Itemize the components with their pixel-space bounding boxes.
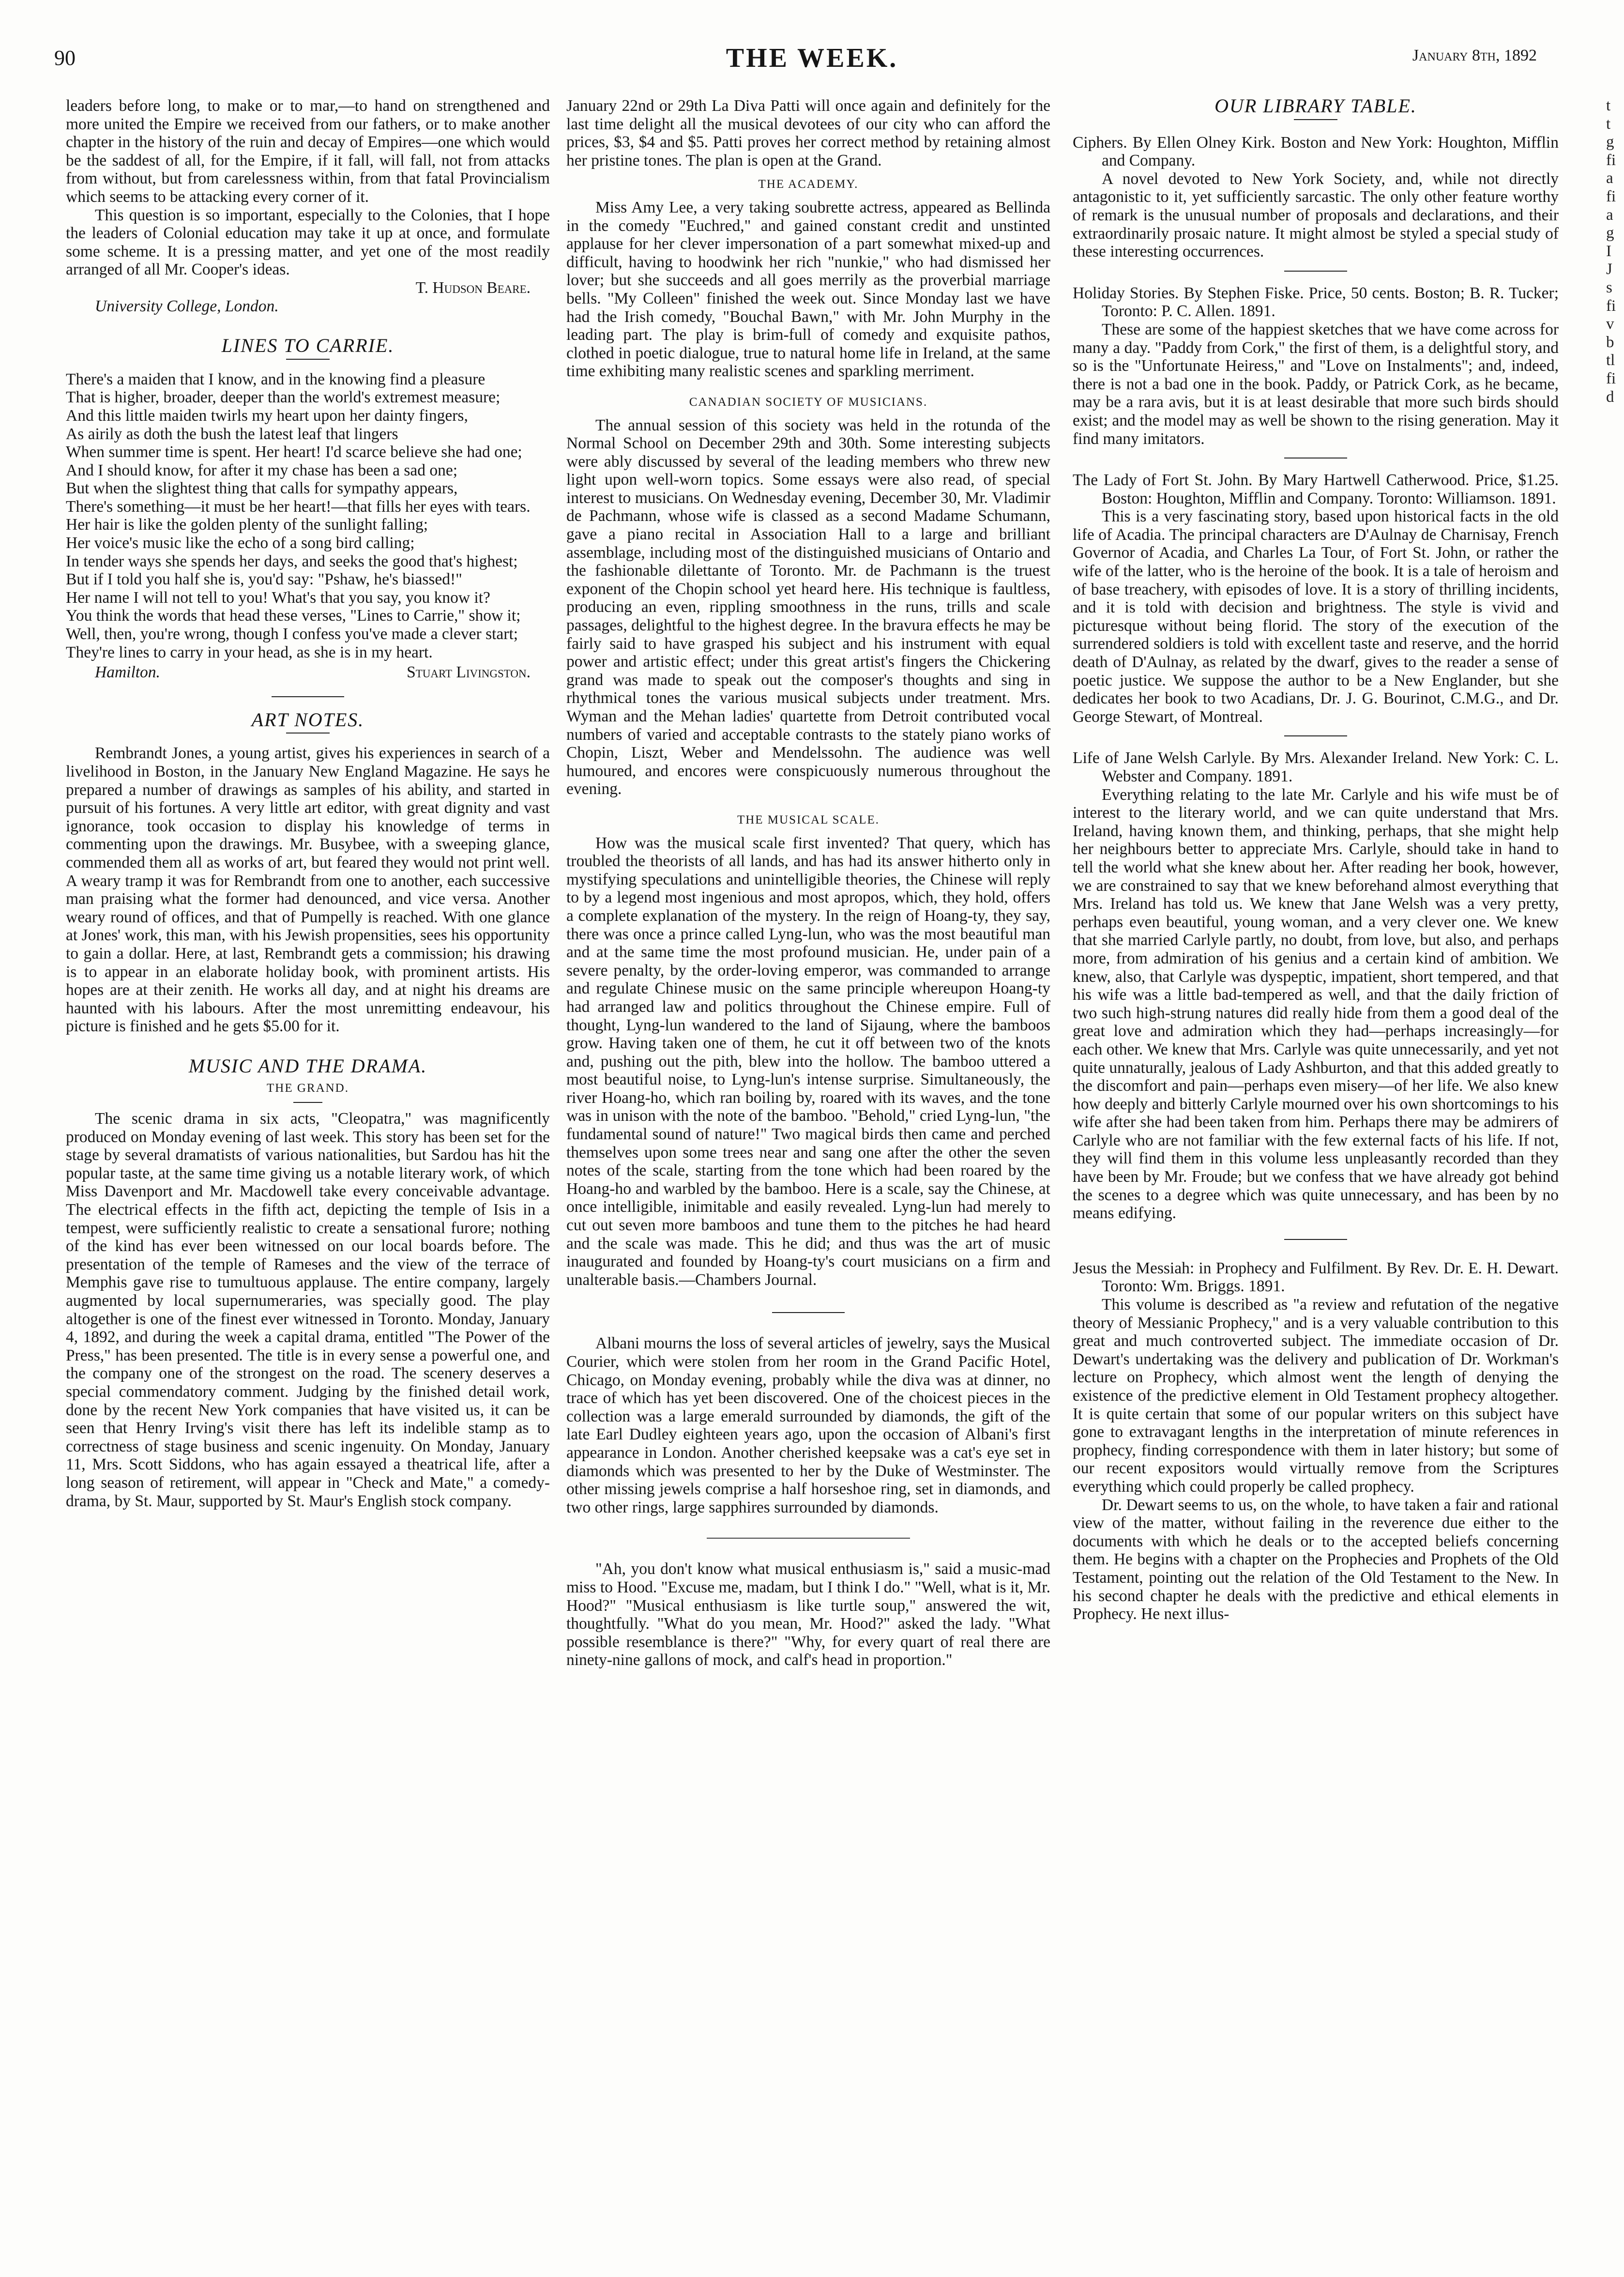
edge-fragment: fi <box>1606 151 1616 169</box>
grand-paragraph: The scenic drama in six acts, "Cleopatra," was magnificently produced on Monday evening of last week. This story has been set for the stage by several dramatists of various nationalities, but Sardou has hit the popular taste, at the same time giving us a notable literary work, of which Miss Davenport and Mr. Macdowell take every conceivable advantage. The electrical effects in the fifth act, depicting the temple of Isis in a tempest, were sufficiently realistic to create a sensational furore; nothing of the kind has ever been witnessed on our local boards before. The presentation of the temple of Rameses and the view of the terrace of Memphis gave rise to tumultuous applause. The entire company, largely augmented by local supernumeraries, was specially good. The play altogether is one of the finest ever witnessed in Toronto. Monday, January 4, 1892, and during the week a capital drama, entitled "The Power of the Press," has been presented. The title is in every sense a powerful one, and the company one of the strongest on the road. The scenery deserves a special commendatory comment. Judging by the finished detail work, done by the recent New York companies that have visited us, it can be seen that Henry Irving's visit there has left its indelible stamp as to correctness of stage business and scenic ingenuity. On Monday, January 11, Mrs. Scott Siddons, who has again essayed a theatrical life, after a long season of retirement, will appear in "Check and Mate," a comedy-drama, by St. Maur, supported by St. Maur's English stock company. <box>66 1110 550 1510</box>
society-paragraph: The annual session of this society was held in the rotunda of the Normal School on December 29th and 30th. Some interesting subjects were ably discussed by several of the leading members who threw new light upon well-worn topics. Some essays were also read, of special interest to musicians. On Wednesday evening, December 30, Mr. Vladimir de Pachmann, whose wife is classed as a second Madame Schumann, gave a piano recital in Association Hall to a large and brilliant assemblage, including most of the distinguished musicians of Ontario and the fashionable dilettante of Toronto. Mr. de Pachmann is the truest exponent of the Chopin school yet heard here. His technique is faultless, producing an even, rippling smoothness in the runs, trills and scale passages, delightful to the highest degree. In the bravura effects he may be fairly said to have grasped his subject and his instrument with equal power and artistic effect; under this great artist's fingers the Chickering grand was made to speak out the composer's thoughts and sing in rhythmical tones the various musical subjects under treatment. Mrs. Wyman and the Mehan ladies' quartette from Detroit contributed vocal numbers of varied and acceptable contrasts to the stately piano works of Chopin, Liszt, Weber and Mendelssohn. The audience was well humoured, and encores were conspicuously numerous throughout the evening. <box>566 416 1050 798</box>
hood-paragraph: "Ah, you don't know what musical enthusiasm is," said a music-mad miss to Hood. "Excuse me, madam, but I think I do." "Well, what is it, Mr. Hood?" "Musical enthusiasm is like turtle soup," answered the wit, thoughtfully. "What do you mean, Mr. Hood?" asked the lady. "What possible resemblance is there?" "Why, for every quart of real there are ninety-nine gallons of mock, and calf's head in proportion." <box>566 1560 1050 1669</box>
poem-line: They're lines to carry in your head, as she is in my heart. <box>66 643 433 661</box>
poem-line: And this little maiden twirls my heart upon her dainty fingers, <box>66 406 468 425</box>
title-rule <box>293 1102 322 1103</box>
adjacent-page-edge <box>1606 97 1624 406</box>
title-rule <box>286 359 330 360</box>
poem-line: Her hair is like the golden plenty of the sunlight falling; <box>66 516 428 534</box>
poem-author: Stuart Livingston. <box>407 663 531 682</box>
edge-fragment: g <box>1606 224 1614 242</box>
edge-fragment: I <box>1606 242 1611 260</box>
page-number: 90 <box>54 46 76 70</box>
poem-line: In tender ways she spends her days, and seeks the good that's highest; <box>66 552 518 570</box>
academy-paragraph: Miss Amy Lee, a very taking soubrette actress, appeared as Bellinda in the comedy "Euchred," and gained constant credit and unstinted applause for her clever impersonation of a part somewhat mixed-up and difficult, having to hoodwink her rich "nunkie," who had dismissed her lover; but she succeeds and all goes merrily as the proverbial marriage bells. "My Colleen" finished the week out. Since Monday last we have had the Irish comedy, "Bouchal Bawn," with Mr. John Murphy in the leading part. The play is brim-full of comedy and exquisite pathos, clothed in poetic dialogue, true to natural home life in Ireland, at the same time exhibiting many realistic scenes and sparkling merriment. <box>566 198 1050 381</box>
poem-line: Well, then, you're wrong, though I confess you've made a clever start; <box>66 625 518 643</box>
poem-line: Her voice's music like the echo of a song bird calling; <box>66 534 415 552</box>
right-column <box>1073 97 1559 1623</box>
edge-fragment: v <box>1606 315 1614 333</box>
section-divider <box>1284 1239 1347 1240</box>
art-notes-title: ART NOTES. <box>251 708 364 731</box>
book-heading: The Lady of Fort St. John. By Mary Hartwell Catherwood. Price, $1.25. Boston: Houghton, Mifflin and Company. Toronto: Williamson. 1891. <box>1073 471 1559 507</box>
music-drama-title: MUSIC AND THE DRAMA. <box>188 1054 427 1077</box>
edge-fragment: a <box>1606 169 1613 187</box>
book-review: Everything relating to the late Mr. Carlyle and his wife must be of interest to the literary world, and we can quite understand that Mrs. Ireland, having known them, and thinking, perhaps, that she might help her neighbours better to appreciate Mrs. Carlyle, should take in hand to tell the world what she knew about her. After reading her book, however, we are constrained to say that we knew beforehand almost everything that Mrs. Ireland has told us. We knew that Jane Welsh was a very pretty, perhaps even beautiful, young woman, and a very clever one. We knew that she married Carlyle partly, no doubt, from love, but also, and perhaps more, from admiration of his genius and a certain kind of ambition. We knew, also, that Carlyle was dyspeptic, impatient, short tempered, and that his wife was a little bad-tempered as well, and that the daily friction of two such high-strung natures did really hide from them a good deal of the great love and admiration which they had—perhaps increasingly—for each other. We knew that Mrs. Carlyle was quite unnecessarily, and yet not quite unnaturally, jealous of Lady Ashburton, and that this added greatly to the discomfort and pain—perhaps even misery—of her life. We also knew how deeply and bitterly Carlyle mourned over his own shortcomings to his wife after she had been taken from him. Perhaps there may be admirers of Carlyle who are not familiar with the few external facts of his life. If not, they will find them in this volume less unpleasantly recorded than they have been by Mr. Froude; but we confess that we have already got behind the scenes to a degree which was quite unnecessary, and has been by no means edifying. <box>1073 785 1559 1223</box>
edge-fragment: g <box>1606 133 1614 151</box>
poem-line: When summer time is spent. Her heart! I'd scarce believe she had one; <box>66 443 522 461</box>
letter-place: University College, London. <box>95 297 279 315</box>
poem-line: But if I told you half she is, you'd say: "Pshaw, he's biassed!" <box>66 570 462 589</box>
book-review: This is a very fascinating story, based upon historical facts in the old life of Acadia. The principal characters are D'Aulnay de Charnisay, French Governor of Acadia, and Charles La Tour, of Fort St. John, or rather the wife of the latter, who is the heroine of the book. It is a tale of heroism and of base treachery, with episodes of love. It is a story of thrilling incidents, and it is told with decision and brightness. The style is vivid and picturesque without being florid. The story of the execution of the surrendered soldiers is told with excellent taste and reserve, and the horrid death of D'Aulnay, as related by the dwarf, gives to the reader a sense of poetic justice. We suppose the author to be a New Englander, but she dedicates her book to two Acadians, Dr. J. G. Bourinot, C.M.G., and Dr. George Stewart, of Montreal. <box>1073 507 1559 726</box>
poem-line: As airily as doth the bush the latest leaf that lingers <box>66 425 398 443</box>
edge-fragment: fi <box>1606 297 1616 315</box>
book-review: Dr. Dewart seems to us, on the whole, to have taken a fair and rational view of the matter, without failing in the reverence due either to the documents with which he deals or to the accepted beliefs concerning them. He begins with a chapter on the Prophecies and Prophets of the Old Testament, pointing out the relation of the Old Testament to the New. In his second chapter he deals with the predictive and ethical elements in Prophecy. He next illus- <box>1073 1496 1559 1623</box>
book-heading: Holiday Stories. By Stephen Fiske. Price, 50 cents. Boston; B. R. Tucker; Toronto: P. C. Allen. 1891. <box>1073 284 1559 321</box>
title-rule <box>286 733 330 734</box>
poem-signature <box>95 663 531 682</box>
grand-continued: January 22nd or 29th La Diva Patti will once again and definitely for the last time delight all the musical devotees of our city who can afford the prices, $3, $4 and $5. Patti proves her correct method by retaining almost her pristine tones. The plan is open at the Grand. <box>566 97 1050 169</box>
poem-title: LINES TO CARRIE. <box>221 335 395 357</box>
poem-line: You think the words that head these verses, "Lines to Carrie," show it; <box>66 607 521 625</box>
edge-fragment: tl <box>1606 351 1615 369</box>
book-heading: Jesus the Messiah: in Prophecy and Fulfilment. By Rev. Dr. E. H. Dewart. Toronto: Wm. Briggs. 1891. <box>1073 1259 1559 1296</box>
edge-fragment: t <box>1606 115 1611 133</box>
letter-paragraph: leaders before long, to make or to mar,—to hand on strengthened and more united the Empire we received from our fathers, or to make another chapter in the history of the ruin and decay of Empires—one which would be the saddest of all, for the Empire, if it fall, will fall, not from attacks from without, but from carelessness within, from that fatal Provincialism which seems to be attacking every corner of it. <box>66 97 550 206</box>
section-divider <box>772 1312 845 1313</box>
book-review: These are some of the happiest sketches that we have come across for many a day. "Paddy from Cork," the first of them, is a delightful story, and so is the "Unfortunate Heiress," and "Love on Instalments"; and, indeed, there is not a bad one in the book. Paddy, or Patrick Cork, as he became, may be a rara avis, but it is at least desirable that more such birds should exist; and the model may as well be shown to the rising generation. May it find many imitators. <box>1073 320 1559 448</box>
section-divider <box>272 696 344 697</box>
academy-subheading: THE ACADEMY. <box>758 178 859 191</box>
book-review: A novel devoted to New York Society, and, while not directly antagonistic to it, yet sufficiently sarcastic. The only other feature worthy of remark is the unusual number of proposals and declarations, and their extraordinarily prosaic nature. It might almost be styled a special study of these interesting occurrences. <box>1073 169 1559 261</box>
book-review: This volume is described as "a review and refutation of the negative theory of Messianic Prophecy," and is a very valuable contribution to this great and much controverted subject. The immediate occasion of Dr. Dewart's undertaking was the delivery and publication of Dr. Workman's lecture on Prophecy, which almost went the length of denying the existence of the predictive element in Old Testament prophecy altogether. It is quite certain that some of our popular writers on this subject have gone to extravagant lengths in the interpretation of minute references in prophecy, finding correspondence with them in later history; but some of our recent expositors would virtually remove from the Scriptures everything which could properly be called prophecy. <box>1073 1296 1559 1496</box>
grand-subheading: THE GRAND. <box>267 1081 349 1095</box>
edge-fragment: fi <box>1606 369 1616 387</box>
running-title: THE WEEK. <box>726 43 898 73</box>
scale-paragraph: How was the musical scale first invented? That query, which has troubled the theorists of all lands, and has had its answer hitherto only in mystifying speculations and unintelligible theories, the Chinese will reply to by a legend most ingenious and most apropos, which, they hold, offers a complete explanation of the mystery. In the reign of Hoang-ty, they say, there was once a prince called Lyng-lun, who was the most beautiful man and at the same time the most profound musician. He, under pain of a severe penalty, by the order-loving emperor, was commanded to arrange and regulate Chinese music on the same principle whereupon Hoang-ty had arranged law and politics throughout the Chinese empire. Full of thought, Lyng-lun wandered to the land of Sijaung, where the bamboos grow. Having taken one of them, he cut it off between two of the knots and, pushing out the pith, blew into the hollow. The bamboo uttered a most beautiful noise, to Lyng-lun's intense surprise. Simultaneously, the river Hoang-ho, which ran boiling by, roared with its waves, and the tone was in unison with the note of the bamboo. "Behold," cried Lyng-lun, "the fundamental sound of nature!" Two magical birds then came and perched themselves upon some trees near and sang one after the other the seven notes of the scale, starting from the tone which had been roared by the Hoang-ho and warbled by the bamboo. Here is a scale, say the Chinese, at once intelligible, inimitable and easily revealed. Lyng-lun had merely to cut out seven more bamboos and tune them to the pitches he had heard and the scale was made. This he did; and thus was the art of music inaugurated and founded by Hoang-ty's court musicians on a firm and unalterable basis.—Chambers Journal. <box>566 834 1050 1289</box>
poem-place: Hamilton. <box>95 663 160 682</box>
poem-line: There's something—it must be her heart!—that fills her eyes with tears. <box>66 497 531 516</box>
section-divider <box>1284 271 1347 272</box>
dotted-divider <box>707 1538 910 1539</box>
poem-line: And I should know, for after it my chase has been a sad one; <box>66 461 458 479</box>
edge-fragment: t <box>1606 97 1611 114</box>
section-divider <box>1284 735 1347 736</box>
page-header <box>0 43 1624 81</box>
letter-paragraph: This question is so important, especially to the Colonies, that I hope the leaders of Colonial education may take it up at once, and formulate some scheme. It is a pressing matter, and yet one of the most readily arranged of all Mr. Cooper's ideas. <box>66 206 550 279</box>
book-heading: Ciphers. By Ellen Olney Kirk. Boston and New York: Houghton, Mifflin and Company. <box>1073 133 1559 170</box>
edge-fragment: J <box>1606 260 1612 278</box>
book-heading: Life of Jane Welsh Carlyle. By Mrs. Alexander Ireland. New York: C. L. Webster and Company. 1891. <box>1073 749 1559 785</box>
middle-column <box>566 97 1050 1669</box>
edge-fragment: b <box>1606 333 1614 351</box>
issue-date: January 8th, 1892 <box>1412 46 1537 64</box>
edge-fragment: d <box>1606 388 1614 406</box>
poem-line: There's a maiden that I know, and in the knowing find a pleasure <box>66 370 486 388</box>
society-subheading: CANADIAN SOCIETY OF MUSICIANS. <box>689 395 928 409</box>
left-column <box>66 97 550 1510</box>
library-title: OUR LIBRARY TABLE. <box>1214 95 1417 117</box>
scale-subheading: THE MUSICAL SCALE. <box>737 813 880 826</box>
poem-line: But when the slightest thing that calls for sympathy appears, <box>66 479 458 498</box>
poem-line: That is higher, broader, deeper than the world's extremest measure; <box>66 388 501 407</box>
edge-fragment: fi <box>1606 187 1616 205</box>
title-rule <box>1294 119 1337 120</box>
poem-line: Her name I will not tell to you! What's that you say, you know it? <box>66 588 490 607</box>
poem <box>66 370 550 662</box>
albani-paragraph: Albani mourns the loss of several articles of jewelry, says the Musical Courier, which were stolen from her room in the Grand Pacific Hotel, Chicago, on Monday evening, probably while the diva was at dinner, no trace of which has yet been discovered. One of the choicest pieces in the collection was a large emerald surrounded by diamonds, the gift of the late Earl Dudley eighteen years ago, upon the occasion of Albani's first appearance in London. Another cherished keepsake was a cat's eye set in diamonds which was presented to her by the Duke of Westminster. The other missing jewels comprise a half horseshoe ring, set in diamonds, and two other rings, large sapphires surrounded by diamonds. <box>566 1334 1050 1516</box>
edge-fragment: a <box>1606 206 1613 224</box>
edge-fragment: s <box>1606 278 1612 296</box>
letter-signature: T. Hudson Beare. <box>415 278 531 297</box>
art-notes-paragraph: Rembrandt Jones, a young artist, gives his experiences in search of a livelihood in Boston, in the January New England Magazine. He says he prepared a number of drawings as samples of his ability, and started in pursuit of his fortunes. A very little art editor, with great dignity and vast ignorance, took occasion to display his knowledge of terms in commenting upon the drawings. Mr. Busybee, with a sweeping glance, commended them all as works of art, but feared they would not print well. A weary tramp it was for Rembrandt from one to another, each successive man praising what the former had denounced, and vice versa. Another weary round of offices, and that of Pumpelly is reached. With one glance at Jones' work, this man, with his Jewish propensities, sees his opportunity to gain a dollar. Here, at last, Rembrandt gets a commission; his drawing is to appear in an elaborate holiday book, with prominent artists. His hopes are at their zenith. He works all day, and at night his dreams are haunted with his labours. After the most unremitting endeavour, his picture is finished and he gets $5.00 for it. <box>66 744 550 1036</box>
